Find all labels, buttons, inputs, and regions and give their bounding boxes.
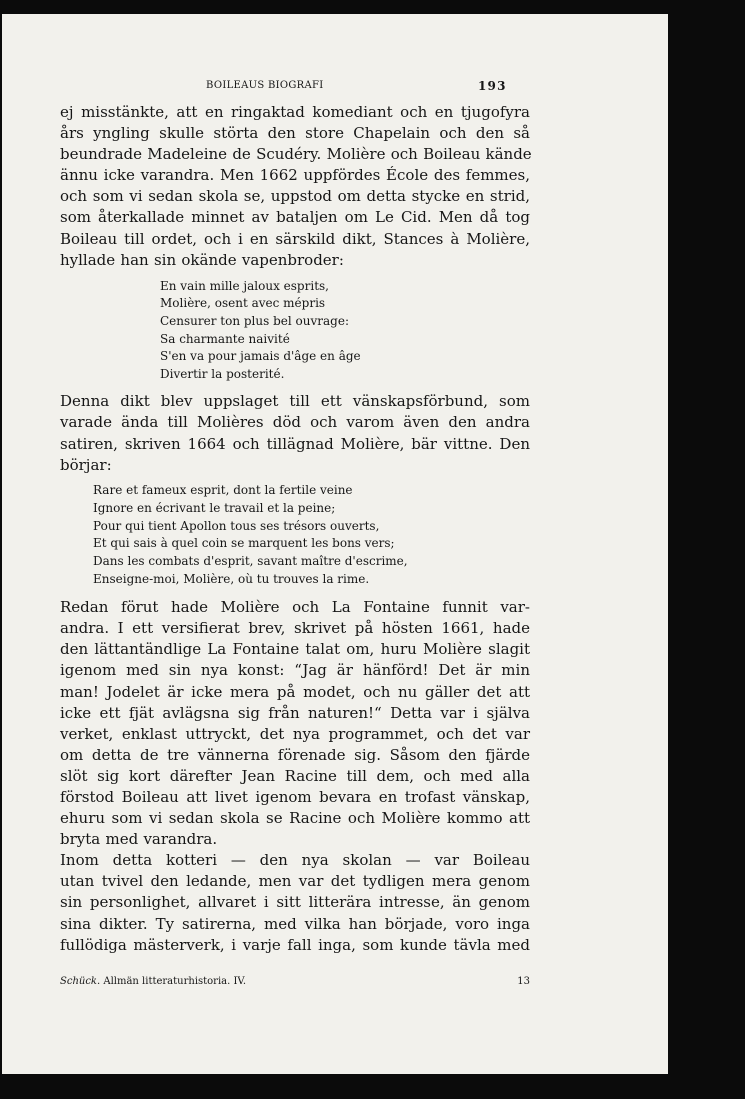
text-line: verket, enklast uttryckt, det nya programmet, och det var: [60, 724, 530, 743]
paragraph-2: [60, 391, 530, 475]
footer-title: Allmän litteraturhistoria. IV.: [103, 976, 247, 987]
paragraph-1: [60, 102, 530, 271]
text-line: utan tvivel den ledande, men var det tydligen mera genom: [60, 872, 530, 891]
footer-author: Schück.: [60, 976, 101, 987]
text-line: den lättantändlige La Fontaine talat om, huru Molière slagit: [60, 640, 530, 659]
text-line: sina dikter. Ty satirerna, med vilka han började, voro inga: [60, 914, 530, 933]
text-line: sin personlighet, allvaret i sitt litterära intresse, än genom: [60, 893, 530, 912]
verse-line: Dans les combats d'esprit, savant maître d'escrime,: [93, 554, 408, 569]
verse-line: En vain mille jaloux esprits,: [160, 278, 329, 293]
verse-line: Ignore en écrivant le travail et la peine;: [93, 500, 336, 515]
text-line: års yngling skulle störta den store Chapelain och den så: [60, 124, 530, 143]
text-line: Denna dikt blev uppslaget till ett vänskapsförbund, som: [60, 392, 530, 411]
text-line: hyllade han sin okände vapenbroder:: [60, 250, 344, 269]
text-line: varade ända till Molières död och varom även den andra: [60, 413, 530, 432]
text-line: Inom detta kotteri — den nya skolan — var Boileau: [60, 851, 530, 870]
text-line: andra. I ett versifierat brev, skrivet på hösten 1661, hade: [60, 619, 530, 638]
verse-line: Enseigne-moi, Molière, où tu trouves la rime.: [93, 572, 370, 587]
body-text: [60, 102, 530, 956]
book-page: [2, 14, 668, 1074]
text-line: slöt sig kort därefter Jean Racine till dem, och med alla: [60, 766, 530, 785]
paragraph-4: [60, 850, 530, 955]
footer-imprint: [60, 976, 246, 987]
text-line: och som vi sedan skola se, uppstod om detta stycke en strid,: [60, 187, 530, 206]
text-line: fullödiga mästerverk, i varje fall inga, som kunde tävla med: [60, 935, 530, 954]
verse-quotation-2: [93, 482, 530, 589]
running-head: BOILEAUS BIOGRAFI: [206, 80, 324, 91]
text-line: man! Jodelet är icke mera på modet, och nu gäller det att: [60, 682, 530, 701]
paragraph-3: [60, 597, 530, 850]
verse-line: Censurer ton plus bel ouvrage:: [160, 313, 349, 328]
verse-quotation-1: [160, 278, 530, 384]
text-line: Boileau till ordet, och i en särskild dikt, Stances à Molière,: [60, 229, 530, 248]
page-footer: [60, 976, 530, 992]
verse-line: Sa charmante naivité: [160, 331, 290, 346]
text-line: Redan förut hade Molière och La Fontaine funnit var-: [60, 598, 530, 617]
text-line: ehuru som vi sedan skola se Racine och Molière kommo att: [60, 809, 530, 828]
text-line: som återkallade minnet av bataljen om Le Cid. Men då tog: [60, 208, 530, 227]
text-line: förstod Boileau att livet igenom bevara en trofast vänskap,: [60, 787, 530, 806]
text-line: ej misstänkte, att en ringaktad komediant och en tjugofyra: [60, 103, 530, 121]
page-number: 193: [478, 79, 507, 93]
verse-line: S'en va pour jamais d'âge en âge: [160, 349, 361, 364]
verse-line: Pour qui tient Apollon tous ses trésors ouverts,: [93, 518, 380, 533]
text-line: ännu icke varandra. Men 1662 uppfördes École des femmes,: [60, 166, 530, 185]
verse-line: Et qui sais à quel coin se marquent les bons vers;: [93, 536, 395, 551]
text-line: satiren, skriven 1664 och tillägnad Molière, bär vittne. Den: [60, 434, 530, 453]
text-line: om detta de tre vännerna förenade sig. Såsom den fjärde: [60, 745, 530, 764]
verse-line: Rare et fameux esprit, dont la fertile veine: [93, 482, 353, 497]
text-line: beundrade Madeleine de Scudéry. Molière och Boileau kände: [60, 145, 532, 164]
page-header: [2, 80, 668, 96]
text-line: igenom med sin nya konst: “Jag är hänförd! Det är min: [60, 661, 530, 680]
text-line: icke ett fjät avlägsna sig från naturen!“ Detta var i själva: [60, 703, 530, 722]
verse-line: Divertir la posterité.: [160, 366, 285, 381]
verse-line: Molière, osent avec mépris: [160, 296, 326, 311]
signature-mark: 13: [517, 976, 530, 987]
text-line: bryta med varandra.: [60, 830, 218, 849]
text-line: börjar:: [60, 455, 112, 474]
